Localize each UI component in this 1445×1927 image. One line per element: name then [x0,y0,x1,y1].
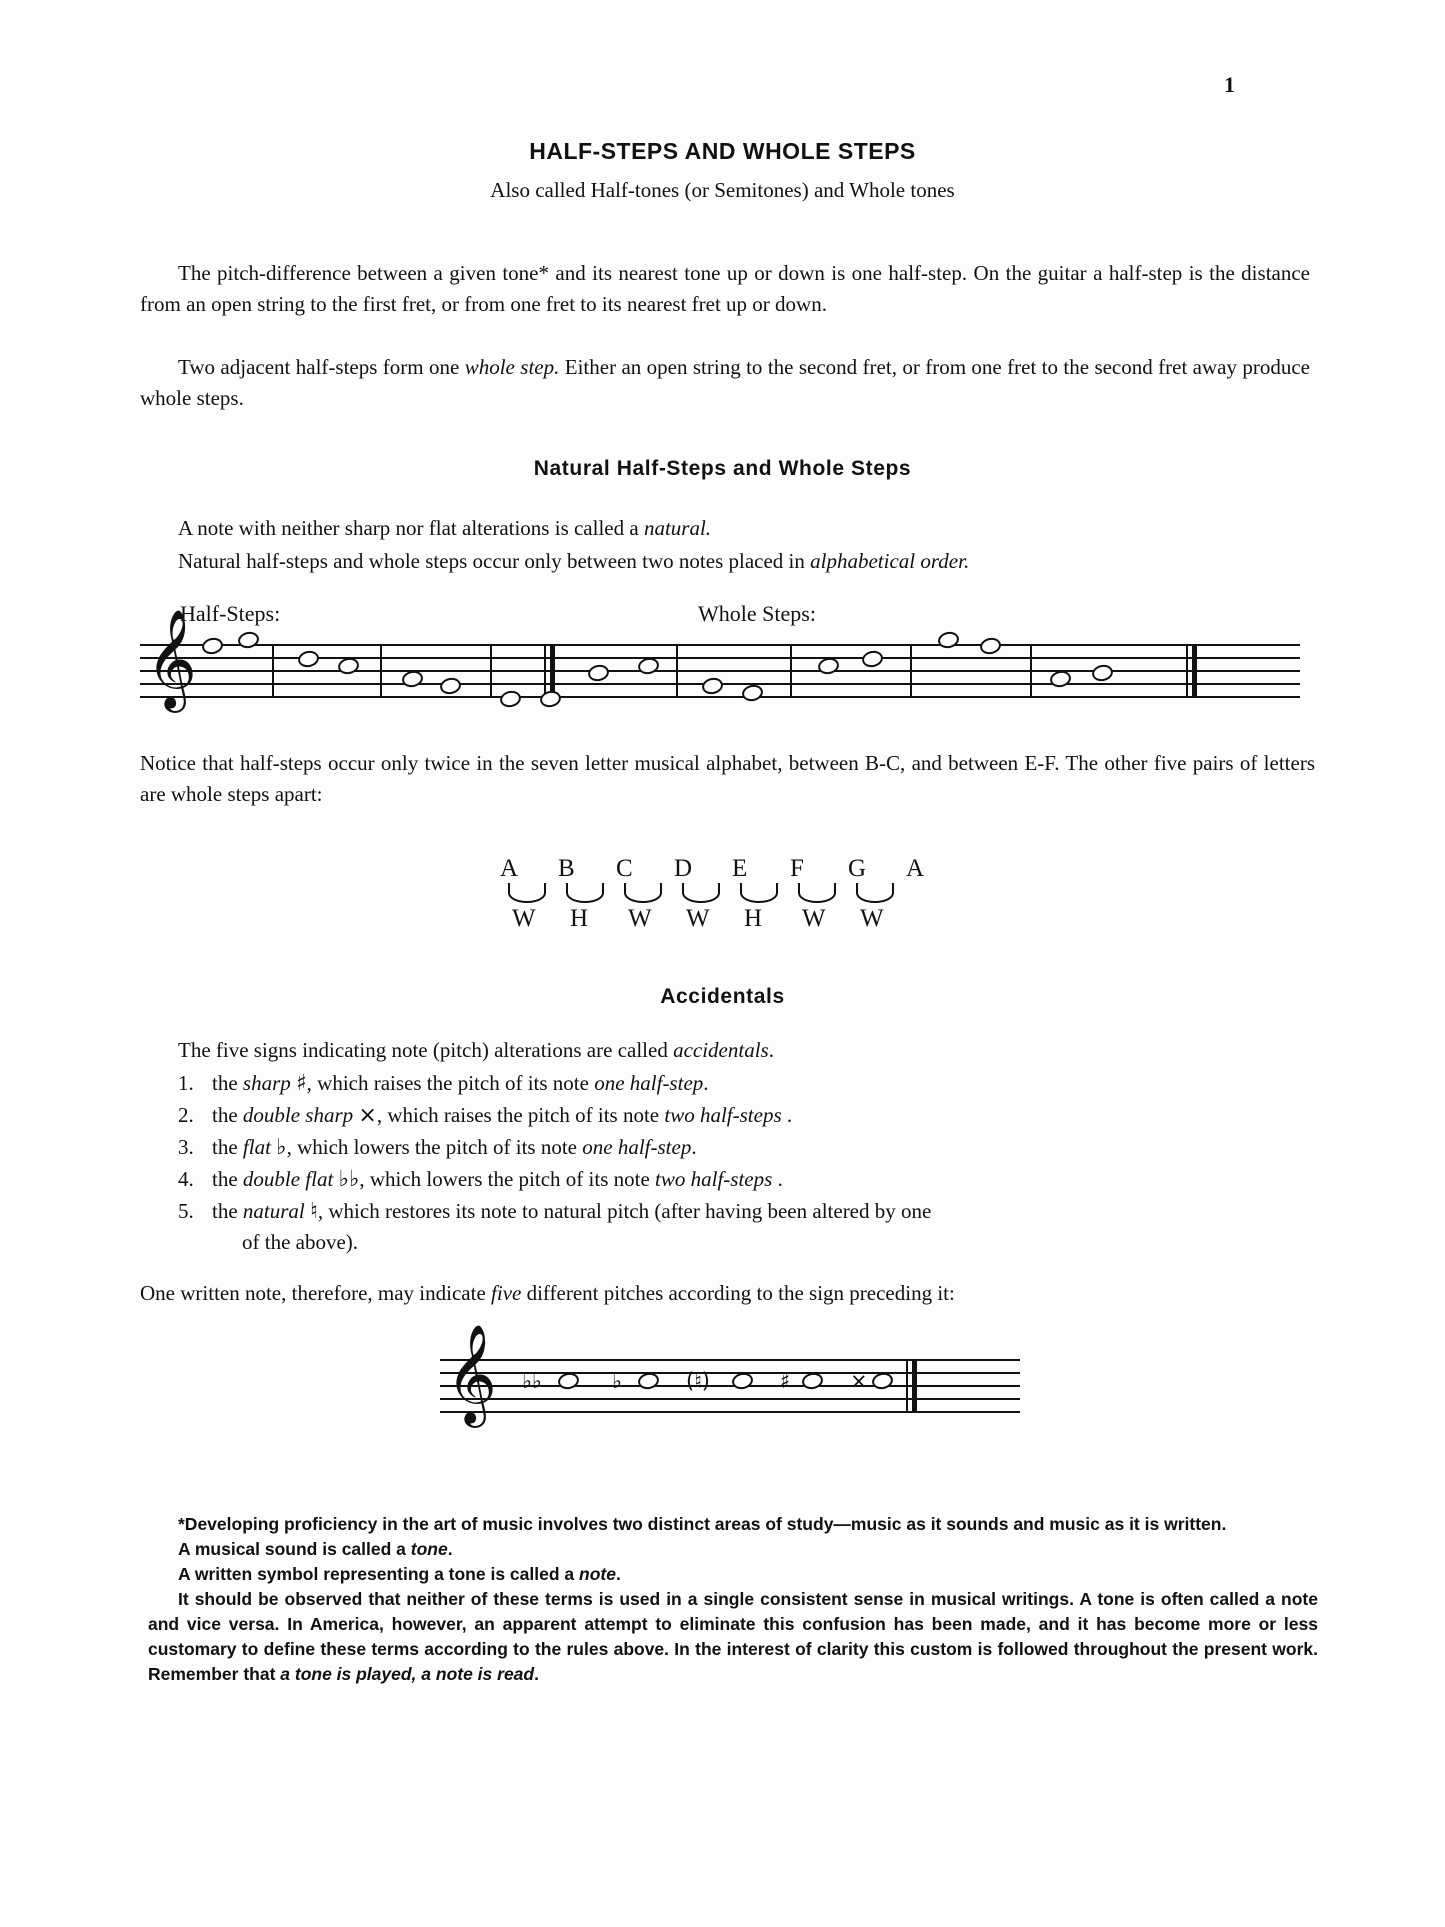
intro-p2-part-a: Two adjacent half-steps form one [178,355,465,379]
list-item-pre: the [212,1199,243,1223]
list-item-post: . [703,1071,709,1095]
chain-letter: C [616,855,633,882]
footnote-paragraph-1 [148,1512,1318,1537]
list-item [178,1068,1318,1099]
chain-step: W [686,905,710,932]
barline [676,644,678,698]
list-item-pre: the [212,1103,243,1127]
notehead [201,636,225,656]
flat-icon: ♭ [276,1135,287,1160]
list-item-em: one half-step [594,1071,704,1095]
list-item-mid: , which raises the pitch of its note [376,1103,665,1127]
accidentals-lead-em: accidentals [673,1038,769,1062]
natural-line-1-em: natural. [643,516,712,540]
notehead [937,630,961,650]
footnote-paragraph-3 [148,1562,1318,1587]
footnote-p1-text: *Developing proficiency in the art of music involves two distinct areas of study—music as it sounds and music as it is written. [178,1514,1227,1534]
natural-line-2-a: Natural half-steps and whole steps occur only between two notes placed in [178,549,811,573]
list-item-mid: , which lowers the pitch of its note [359,1167,656,1191]
notehead [499,689,523,709]
notehead [1091,663,1115,683]
sharp-icon: ♯ [296,1071,307,1096]
footnote-p3-a: A written symbol representing a tone is called a [178,1564,579,1584]
list-item-mid: , which restores its note to natural pitch (after having been altered by one [317,1199,932,1223]
natural-line-1-a: A note with neither sharp nor flat alterations is called a [178,516,644,540]
list-item-em: two half-steps [664,1103,782,1127]
chain-step: W [802,905,826,932]
music-staff-accidentals [440,1324,1020,1425]
footnote-paragraph-2 [148,1537,1318,1562]
staff-line [440,1359,1020,1361]
list-item-number: 3. [178,1135,194,1159]
letter-step-chain [500,855,930,955]
chain-arc [798,883,836,903]
half-steps-label: Half-Steps: [180,601,281,626]
footnote-p3-em: note [579,1564,616,1584]
section-heading-accidentals: Accidentals [660,985,785,1008]
chain-arc [624,883,662,903]
barline [380,644,382,698]
page-subtitle: Also called Half-tones (or Semitones) and Whole tones [490,178,955,202]
footnote-p4-b: . [534,1664,539,1684]
list-item [178,1164,1318,1195]
list-item-name: natural [242,1199,305,1223]
notehead [979,636,1003,656]
treble-clef-icon: 𝄞 [446,1324,497,1424]
chain-arc [856,883,894,903]
closing-paragraph [140,1278,1315,1309]
chain-step: H [570,905,589,932]
notehead [861,649,885,669]
sharp-icon: ♯ [780,1369,791,1393]
chain-letter: D [674,855,693,882]
chain-step: H [744,905,763,932]
barline [272,644,274,698]
closing-b: different pitches according to the sign preceding it: [521,1281,955,1305]
footnote-p2-em: tone [410,1539,448,1559]
notehead [237,630,261,650]
closing-em: five [491,1281,522,1305]
intro-paragraph-1 [140,258,1310,320]
barline [790,644,792,698]
accidentals-lead [178,1035,1318,1066]
closing-a: One written note, therefore, may indicate [140,1281,492,1305]
list-item-em: one half-step [582,1135,692,1159]
chain-step: W [512,905,536,932]
footnote-p4-a: It should be observed that neither of these terms is used in a single consistent sense in musical writings. A tone is often called a note and vice versa. In America, however, an apparent attempt to eliminate this confusion has been made, and it has become more or less customary to define these terms according to the rules above. In the interest of clarity this custom is followed throughout the present work. Remember that [148,1589,1318,1684]
list-item-post: . [781,1103,793,1127]
notehead [587,663,611,683]
list-item-name: sharp [242,1071,291,1095]
chain-letter: B [558,855,575,882]
barline [490,644,492,698]
list-item-number: 5. [178,1199,194,1223]
barline [910,644,912,698]
list-item-mid: , which raises the pitch of its note [306,1071,595,1095]
natural-line-2-em: alphabetical order. [810,549,970,573]
list-item-pre: the [212,1135,243,1159]
footnote-p2-b: . [447,1539,453,1559]
staff-line [440,1398,1020,1400]
final-barline [1192,644,1197,698]
notehead [539,689,563,709]
chain-letter: A [500,855,519,882]
double-flat-icon: ♭♭ [522,1369,542,1393]
list-item [178,1132,1318,1163]
list-item-number: 2. [178,1103,194,1127]
natural-icon: ♮ [310,1199,318,1224]
notehead [741,683,765,703]
list-item [178,1196,1318,1257]
barline [1030,644,1032,698]
natural-line-2 [178,546,1318,577]
list-item-pre: the [212,1071,243,1095]
footnote-paragraph-4 [148,1587,1318,1687]
chain-letter: A [906,855,925,882]
section-heading-natural: Natural Half-Steps and Whole Steps [533,457,912,480]
list-item-mid: , which lowers the pitch of its note [286,1135,583,1159]
list-item-number: 1. [178,1071,194,1095]
natural-icon: (♮) [686,1369,710,1393]
natural-section-text [178,513,1318,579]
accidentals-lead-b: . [768,1038,774,1062]
list-item-continuation: of the above). [242,1230,359,1254]
barline [1186,644,1188,698]
chain-letter: E [732,855,748,882]
footnote-p3-b: . [615,1564,621,1584]
barline [906,1359,908,1413]
notehead [701,676,725,696]
natural-line-1 [178,513,1318,544]
notehead [297,649,321,669]
accidentals-lead-a: The five signs indicating note (pitch) alterations are called [178,1038,674,1062]
barline [544,644,546,698]
footnote-p2-a: A musical sound is called a [178,1539,411,1559]
notehead [439,676,463,696]
accidentals-list [178,1068,1318,1258]
staff-line [440,1411,1020,1413]
chain-arc [508,883,546,903]
list-item-post: . [772,1167,783,1191]
list-item-name: double flat [242,1167,334,1191]
footnote-p4-em: a tone is played, a note is read [280,1664,535,1684]
chain-arc [740,883,778,903]
page-number: 1 [1224,72,1235,97]
list-item-pre: the [212,1167,243,1191]
page-title: HALF-STEPS AND WHOLE STEPS [529,138,916,164]
flat-icon: ♭ [612,1369,622,1393]
list-item-number: 4. [178,1167,194,1191]
intro-p2-emphasis: whole step. [464,355,560,379]
list-item [178,1100,1318,1131]
staff-line [140,644,1300,646]
footnote-block [148,1512,1318,1687]
list-item-post: . [691,1135,697,1159]
staff-line [140,696,1300,698]
chain-letter: F [790,855,804,882]
treble-clef-icon: 𝄞 [146,609,197,709]
chain-arc [682,883,720,903]
notice-paragraph [140,748,1315,810]
intro-paragraph-2 [140,352,1310,414]
double-flat-icon: ♭♭ [338,1167,360,1192]
chain-step: W [860,905,884,932]
intro-p2-part-b: Either an open string to the second fret, or from one fret to the second fret away produce whole steps. [140,355,1311,410]
chain-letter: G [848,855,867,882]
chain-step: W [628,905,652,932]
chain-arc [566,883,604,903]
list-item-name: double sharp [242,1103,354,1127]
list-item-name: flat [242,1135,271,1159]
whole-steps-label: Whole Steps: [698,601,816,626]
notice-text: Notice that half-steps occur only twice in the seven letter musical alphabet, between B-C, and between E-F. The other five pairs of letters are whole steps apart: [140,751,1315,806]
double-sharp-icon: × [358,1103,377,1128]
final-barline [912,1359,917,1413]
staff-line [140,670,1300,672]
double-sharp-icon: × [850,1369,868,1393]
intro-paragraph-1-text: The pitch-difference between a given tone* and its nearest tone up or down is one half-step. On the guitar a half-step is the distance from an open string to the first fret, or from one fret to its nearest fret up or down. [140,261,1310,316]
list-item-em: two half-steps [655,1167,773,1191]
